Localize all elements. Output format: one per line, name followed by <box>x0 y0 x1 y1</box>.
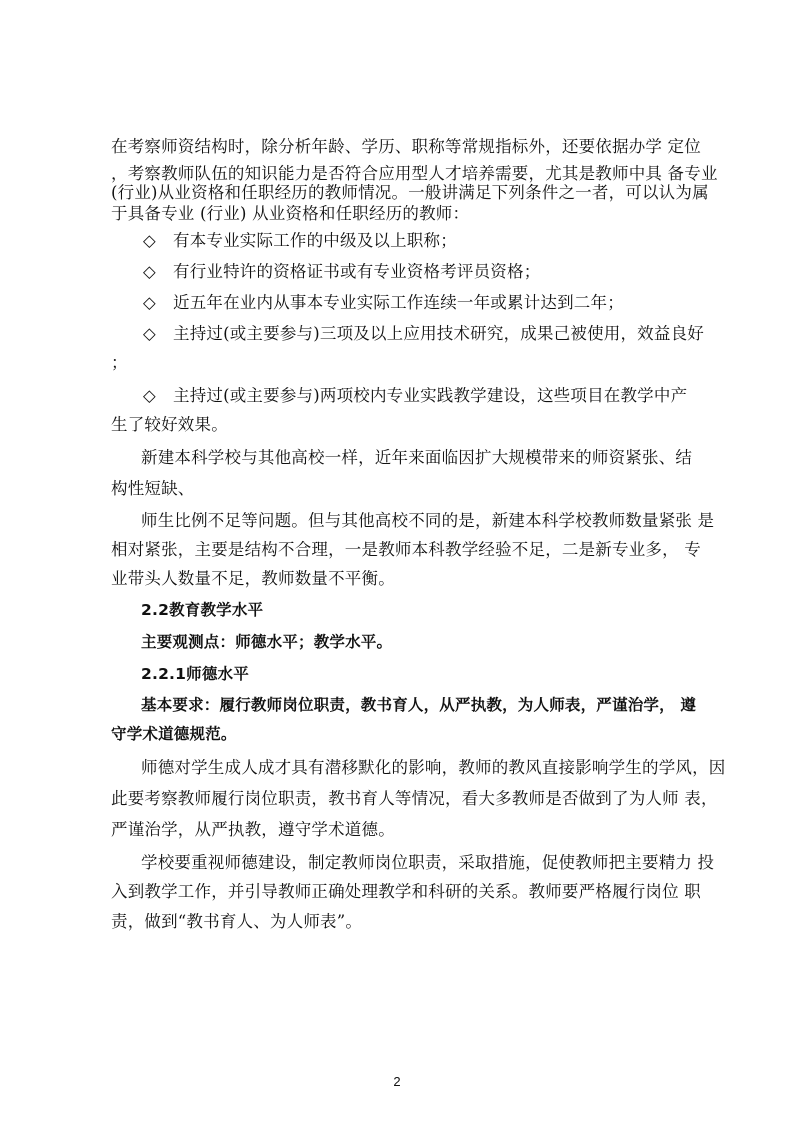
bullet-item: ◇ 近五年在业内从事本专业实际工作连续一年或累计达到二年； <box>143 293 624 312</box>
paragraph-line: 师德对学生成人成才具有潜移默化的影响，教师的教风直接影响学生的学风，因 <box>141 758 726 777</box>
diamond-bullet-icon: ◇ <box>143 293 156 312</box>
diamond-bullet-icon: ◇ <box>143 262 156 281</box>
paragraph-line: 在考察师资结构时，除分析年龄、学历、职称等常规指标外，还要依据办学 定位 <box>111 137 701 156</box>
bullet-tail: ； <box>111 353 128 372</box>
paragraph-line: ，考察教师队伍的知识能力是否符合应用型人才培养需要，尤其是教师中具 备专业 <box>111 164 718 183</box>
requirement-line: 基本要求：履行教师岗位职责，教书育人，从严执教，为人师表，严谨治学， 遵 <box>141 696 697 714</box>
diamond-bullet-icon: ◇ <box>143 324 156 343</box>
paragraph-line: 师生比例不足等问题。但与其他高校不同的是，新建本科学校教师数量紧张 是 <box>141 511 715 530</box>
paragraph-line: 构性短缺、 <box>111 479 195 498</box>
paragraph-line: 相对紧张，主要是结构不合理，一是教师本科教学经验不足，二是新专业多， 专 <box>111 540 701 559</box>
paragraph-line: 业带头人数量不足，教师数量不平衡。 <box>111 569 395 588</box>
requirement-line: 守学术道德规范。 <box>111 725 237 743</box>
paragraph-line: 新建本科学校与其他高校一样，近年来面临因扩大规模带来的师资紧张、结 <box>141 448 693 467</box>
paragraph-line: 入到教学工作，并引导教师正确处理教学和科研的关系。教师要严格履行岗位 职 <box>111 882 701 901</box>
diamond-bullet-icon: ◇ <box>143 231 156 250</box>
bullet-item: ◇ 有本专业实际工作的中级及以上职称； <box>143 231 457 250</box>
page-number: 2 <box>393 1074 401 1089</box>
diamond-bullet-icon: ◇ <box>143 386 156 405</box>
section-heading: 2.2教育教学水平 <box>141 601 264 619</box>
paragraph-line: 此要考察教师履行岗位职责，教书育人等情况，看大多教师是否做到了为人师 表， <box>111 789 718 808</box>
bullet-item: ◇ 主持过(或主要参与)三项及以上应用技术研究，成果己被使用，效益良好 <box>143 324 704 343</box>
paragraph-line: (行业)从业资格和任职经历的教师情况。一般讲满足下列条件之一者，可以认为属 <box>111 183 709 202</box>
paragraph-line: 严谨治学，从严执教，遵守学术道德。 <box>111 820 395 839</box>
subsection-heading: 2.2.1师德水平 <box>141 665 249 683</box>
bullet-item: ◇ 有行业特许的资格证书或有专业资格考评员资格； <box>143 262 541 281</box>
paragraph-line: 于具备专业 (行业) 从业资格和任职经历的教师： <box>111 204 470 223</box>
paragraph-line: 责，做到“教书育人、为人师表”。 <box>111 912 363 931</box>
bullet-item: ◇ 主持过(或主要参与)两项校内专业实践教学建设，这些项目在教学中产 <box>143 386 688 405</box>
paragraph-line: 学校要重视师德建设，制定教师岗位职责，采取措施，促使教师把主要精力 投 <box>141 853 715 872</box>
observation-points: 主要观测点：师德水平；教学水平。 <box>141 633 393 651</box>
bullet-continuation: 生了较好效果。 <box>111 415 228 434</box>
